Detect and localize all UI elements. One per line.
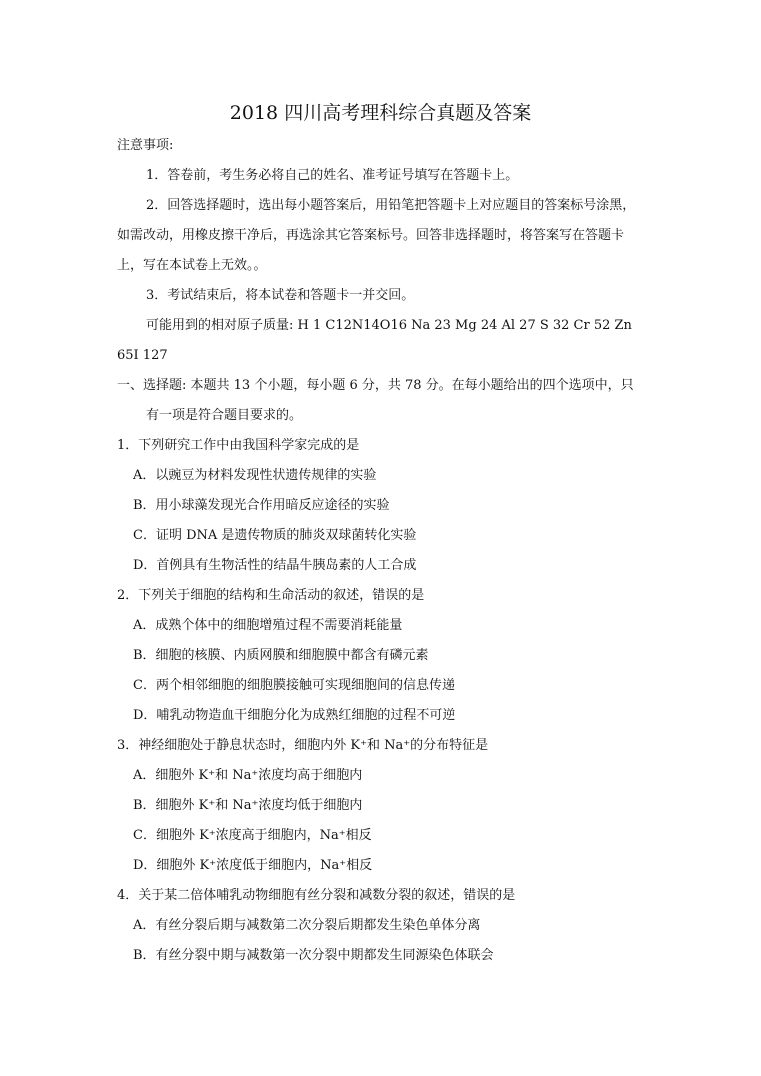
question-3-stem: 3．神经细胞处于静息状态时，细胞内外 K⁺和 Na⁺的分布特征是 <box>117 738 489 753</box>
notes-heading: 注意事项: <box>117 138 174 153</box>
question-4-stem: 4．关于某二倍体哺乳动物细胞有丝分裂和减数分裂的叙述，错误的是 <box>117 888 516 903</box>
question-3-option-a: A．细胞外 K⁺和 Na⁺浓度均高于细胞内 <box>133 768 363 783</box>
atomic-mass-line-2: 65I 127 <box>117 348 168 363</box>
notes-item-2-line-2: 如需改动，用橡皮擦干净后，再选涂其它答案标号。回答非选择题时，将答案写在答题卡 <box>117 228 625 243</box>
notes-item-1: 1．答卷前，考生务必将自己的姓名、准考证号填写在答题卡上。 <box>146 168 519 183</box>
atomic-mass-line-1: 可能用到的相对原子质量: H 1 C12N14O16 Na 23 Mg 24 Al 27 S 32 Cr 52 Zn <box>146 318 632 333</box>
section-heading-line-2: 有一项是符合题目要求的。 <box>146 408 303 423</box>
question-2-option-d: D．哺乳动物造血干细胞分化为成熟红细胞的过程不可逆 <box>133 708 456 723</box>
section-heading-line-1: 一、选择题: 本题共 13 个小题，每小题 6 分，共 78 分。在每小题给出的四个选项中，只 <box>117 378 634 393</box>
question-2-stem: 2．下列关于细胞的结构和生命活动的叙述，错误的是 <box>117 588 425 603</box>
question-4-option-a: A．有丝分裂后期与减数第二次分裂后期都发生染色单体分离 <box>133 918 481 933</box>
notes-item-3: 3．考试结束后，将本试卷和答题卡一并交回。 <box>146 288 415 303</box>
question-3-option-b: B．细胞外 K⁺和 Na⁺浓度均低于细胞内 <box>133 798 363 813</box>
page-title: 2018 四川高考理科综合真题及答案 <box>229 102 532 124</box>
question-3-option-c: C．细胞外 K⁺浓度高于细胞内，Na⁺相反 <box>133 828 372 843</box>
question-1-option-c: C．证明 DNA 是遗传物质的肺炎双球菌转化实验 <box>133 528 417 543</box>
question-1-option-a: A．以豌豆为材料发现性状遗传规律的实验 <box>133 468 377 483</box>
question-1-option-b: B．用小球藻发现光合作用暗反应途径的实验 <box>133 498 390 513</box>
question-2-option-b: B．细胞的核膜、内质网膜和细胞膜中都含有磷元素 <box>133 648 429 663</box>
question-2-option-c: C．两个相邻细胞的细胞膜接触可实现细胞间的信息传递 <box>133 678 455 693</box>
question-1-stem: 1．下列研究工作中由我国科学家完成的是 <box>117 438 360 453</box>
question-3-option-d: D．细胞外 K⁺浓度低于细胞内，Na⁺相反 <box>133 858 373 873</box>
notes-item-2-line-1: 2．回答选择题时，选出每小题答案后，用铅笔把答题卡上对应题目的答案标号涂黑， <box>146 198 636 213</box>
question-1-option-d: D．首例具有生物活性的结晶牛胰岛素的人工合成 <box>133 558 417 573</box>
question-2-option-a: A．成熟个体中的细胞增殖过程不需要消耗能量 <box>133 618 403 633</box>
notes-item-2-line-3: 上，写在本试卷上无效。。 <box>117 258 267 273</box>
question-4-option-b: B．有丝分裂中期与减数第一次分裂中期都发生同源染色体联会 <box>133 948 494 963</box>
